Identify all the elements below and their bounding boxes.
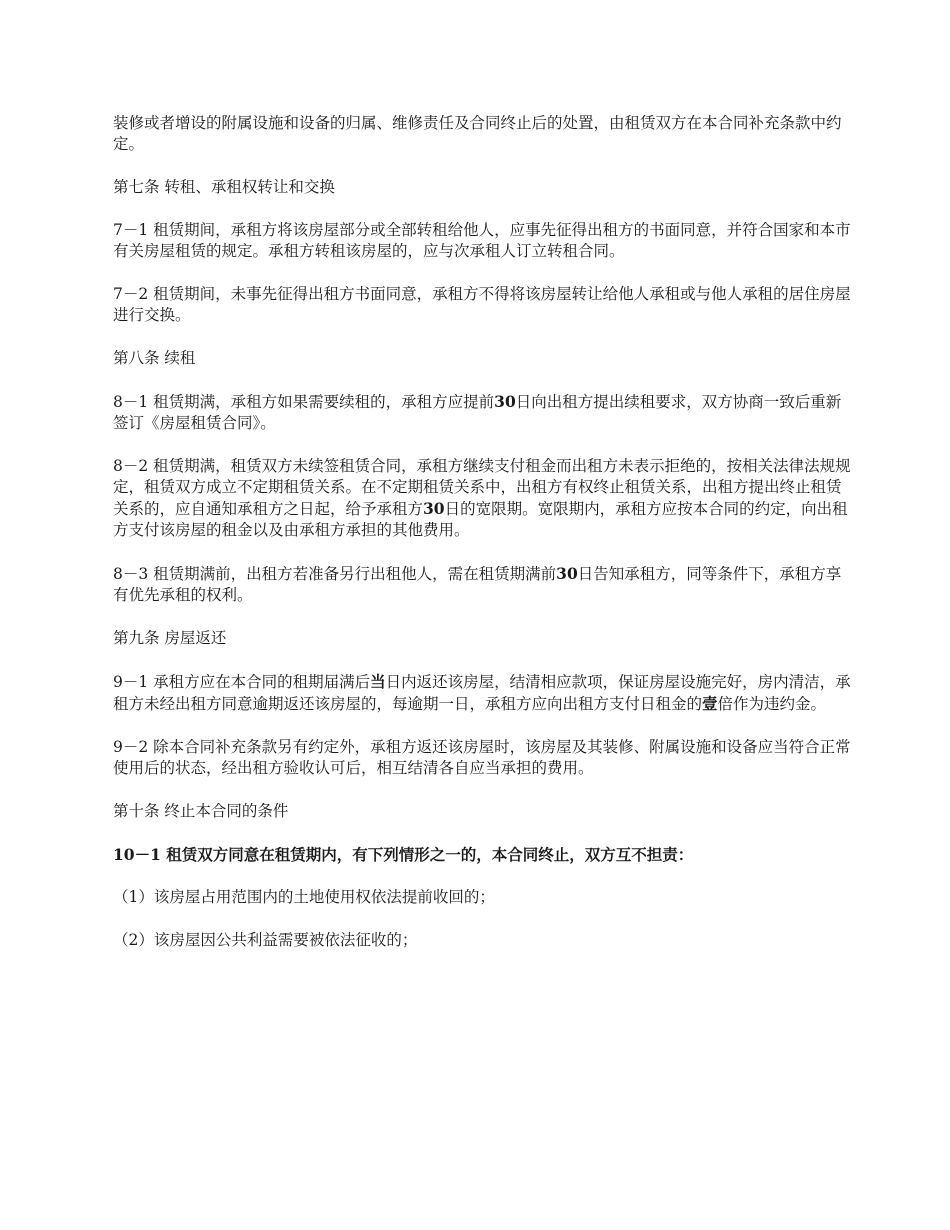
clause-8-1	[113, 391, 853, 434]
clause-8-3-text-b: 日告知承租方，同等条件下，承租方享有优先承租的权利。	[113, 565, 842, 604]
clause-8-1-days: 30	[494, 392, 516, 411]
clause-9-2: 9－2 除本合同补充条款另有约定外，承租方返还该房屋时，该房屋及其装修、附属设施和设备应当符合正常使用后的状态，经出租方验收认可后，相互结清各自应当承担的费用。	[113, 738, 851, 777]
article-8-heading: 第八条 续租	[113, 349, 196, 367]
clause-8-1-text-b: 日向出租方提出续租要求，双方协商一致后重新签订《房屋租赁合同》。	[113, 393, 842, 432]
clause-7-1: 7－1 租赁期间，承租方将该房屋部分或全部转租给他人，应事先征得出租方的书面同意，并符合国家和本市有关房屋租赁的规定。承租方转租该房屋的，应与次承租人订立转租合同。	[113, 221, 851, 260]
clause-10-1: 10－1 租赁双方同意在租赁期内，有下列情形之一的，本合同终止，双方互不担责：	[113, 845, 694, 864]
article-7-heading: 第七条 转租、承租权转让和交换	[113, 178, 335, 196]
clause-8-2-text-b: 日的宽限期。宽限期内，承租方应按本合同的约定，向出租方支付该房屋的租金以及由承租方承担的其他费用。	[113, 500, 848, 539]
clause-9-1-multiple: 壹	[702, 694, 718, 713]
clause-8-3-days: 30	[556, 564, 578, 583]
clause-8-2-text-a: 8－2 租赁期满，租赁双方未续签租赁合同，承租方继续支付租金而出租方未表示拒绝的，按相关法律法规规定，租赁双方成立不定期租赁关系。在不定期租赁关系中，出租方有权终止租赁关系，出租方提出终止租赁关系的，应自通知承租方之日起，给予承租方	[113, 457, 851, 518]
clause-7-2: 7－2 租赁期间，未事先征得出租方书面同意，承租方不得将该房屋转让给他人承租或与他人承租的居住房屋进行交换。	[113, 285, 851, 324]
clause-9-1-text-a: 9－1 承租方应在本合同的租期届满后	[113, 673, 371, 691]
clause-9-1-day: 当	[370, 672, 386, 691]
clause-8-2	[113, 456, 853, 541]
list-item-1: （1）该房屋占用范围内的土地使用权依法提前收回的；	[113, 888, 495, 906]
article-10-heading: 第十条 终止本合同的条件	[113, 802, 289, 820]
clause-8-3	[113, 563, 853, 606]
article-9-heading: 第九条 房屋返还	[113, 629, 227, 647]
clause-9-1	[113, 671, 853, 715]
paragraph-fixtures-ownership: 装修或者增设的附属设施和设备的归属、维修责任及合同终止后的处置，由租赁双方在本合同补充条款中约定。	[113, 114, 842, 153]
clause-8-2-days: 30	[423, 499, 445, 518]
clause-8-3-text-a: 8－3 租赁期满前，出租方若准备另行出租他人，需在租赁期满前	[113, 565, 557, 583]
clause-9-1-text-b: 日内返还该房屋，结清相应款项，保证房屋设施完好，房内清洁，承租方未经出租方同意逾期返还该房屋的，每逾期一日，承租方应向出租方支付日租金的	[113, 673, 851, 713]
clause-9-1-text-c: 倍作为违约金。	[717, 695, 827, 713]
list-item-2: （2）该房屋因公共利益需要被依法征收的；	[113, 931, 418, 949]
document-page	[113, 113, 853, 973]
clause-8-1-text-a: 8－1 租赁期满，承租方如果需要续租的，承租方应提前	[113, 393, 495, 411]
